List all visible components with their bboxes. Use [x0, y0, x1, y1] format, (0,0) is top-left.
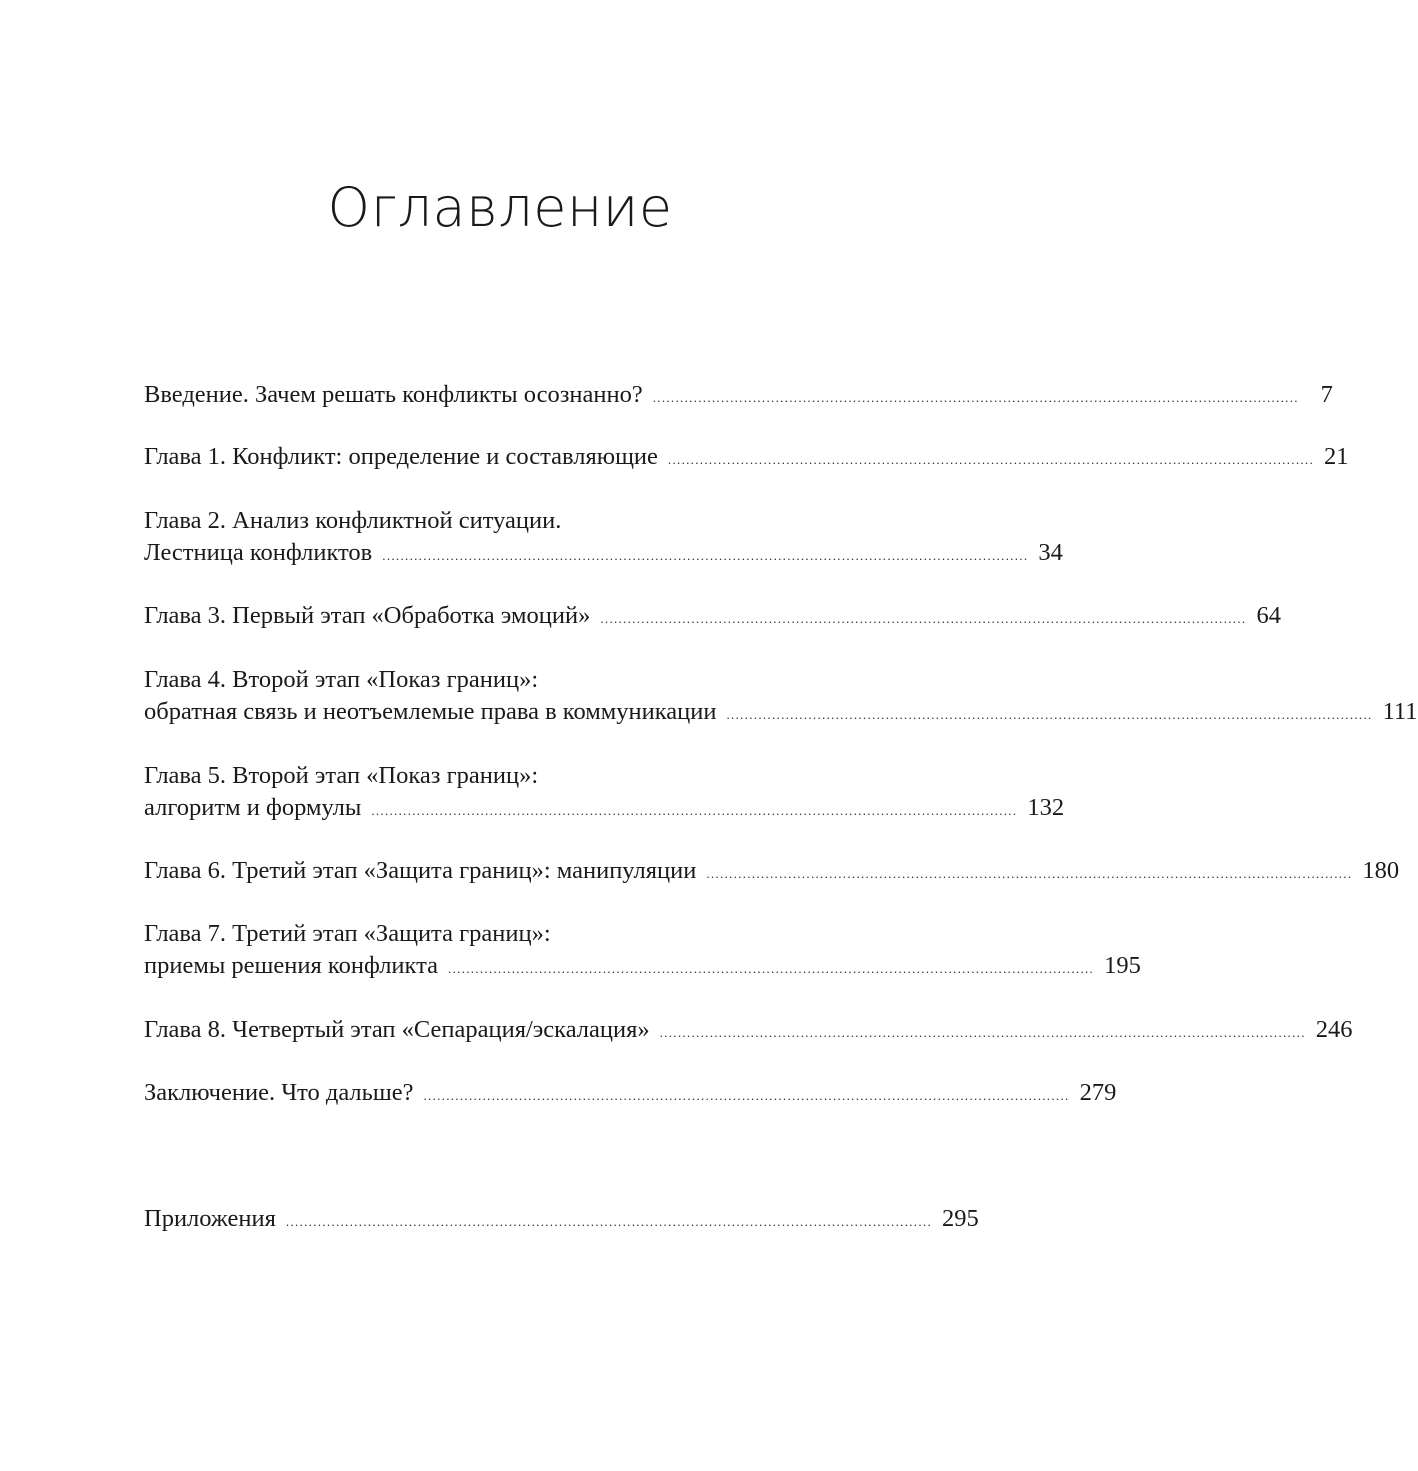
toc-entry-line [144, 696, 1418, 728]
toc-entry-line [144, 1203, 979, 1235]
toc-entry-title: Глава 6. Третий этап «Защита границ»: манипуляции [144, 857, 697, 884]
toc-entry-page: 195 [1104, 952, 1141, 979]
toc-entry-line [144, 1014, 1353, 1046]
toc-entry-line [144, 379, 1333, 411]
toc-entry-chapter-8[interactable] [144, 1014, 1353, 1046]
toc-entry-line [144, 537, 1063, 569]
toc-entry-title: Введение. Зачем решать конфликты осознанно? [144, 381, 643, 408]
toc-entry-title: Приложения [144, 1205, 276, 1232]
toc-entry-page: 34 [1038, 539, 1063, 566]
toc-entry-page: 21 [1324, 443, 1349, 470]
toc-entry-title: Глава 8. Четвертый этап «Сепарация/эскалация» [144, 1016, 650, 1043]
toc-entry-chapter-5[interactable] [144, 760, 1065, 824]
toc-entry-title: Заключение. Что дальше? [144, 1079, 414, 1106]
page-title: Оглавление [327, 176, 673, 239]
dot-leader: .............................................................................................................................................. [285, 1214, 933, 1229]
toc-entry-page: 132 [1027, 794, 1065, 821]
toc-entry-introduction[interactable] [144, 379, 1333, 411]
dot-leader: .............................................................................................................................................. [726, 707, 1373, 722]
toc-entry-title: Глава 7. Третий этап «Защита границ»: [144, 920, 551, 947]
toc-entry-line [144, 855, 1400, 887]
toc-entry-chapter-3[interactable] [144, 600, 1281, 632]
toc-entry-title-continued: приемы решения конфликта [144, 952, 438, 979]
toc-entry-line [144, 950, 1141, 982]
toc-entry-page: 111 [1382, 698, 1418, 725]
toc-entry-line [144, 760, 857, 792]
dot-leader: .............................................................................................................................................. [706, 866, 1353, 881]
toc-entry-line [144, 441, 1349, 473]
dot-leader: .............................................................................................................................................. [371, 803, 1018, 818]
toc-entry-title: Глава 2. Анализ конфликтной ситуации. [144, 507, 562, 534]
dot-leader: .............................................................................................................................................. [448, 961, 1095, 976]
toc-entry-chapter-2[interactable] [144, 505, 1063, 569]
toc-entry-line [144, 918, 857, 950]
dot-leader: .............................................................................................................................................. [659, 1025, 1306, 1040]
dot-leader: .............................................................................................................................................. [600, 611, 1247, 626]
toc-entry-line [144, 792, 1065, 824]
toc-entry-line [144, 600, 1281, 632]
toc-entry-line [144, 664, 857, 696]
toc-entry-page: 246 [1315, 1016, 1353, 1043]
toc-entry-title-continued: обратная связь и неотъемлемые права в коммуникации [144, 698, 717, 725]
toc-entry-chapter-7[interactable] [144, 918, 1141, 982]
toc-entry-page: 295 [942, 1205, 979, 1232]
toc-entry-title: Глава 3. Первый этап «Обработка эмоций» [144, 602, 591, 629]
toc-entry-title: Глава 5. Второй этап «Показ границ»: [144, 762, 539, 789]
toc-entry-line [144, 505, 857, 537]
dot-leader: .............................................................................................................................................. [652, 390, 1299, 405]
toc-entry-page: 279 [1079, 1079, 1117, 1106]
toc-entry-title: Глава 1. Конфликт: определение и составляющие [144, 443, 658, 470]
toc-entry-chapter-1[interactable] [144, 441, 1349, 473]
toc-entry-page: 64 [1256, 602, 1281, 629]
toc-entry-appendices[interactable] [144, 1203, 979, 1235]
dot-leader: .............................................................................................................................................. [667, 452, 1315, 467]
toc-entry-chapter-6[interactable] [144, 855, 1400, 887]
toc-entry-title-continued: Лестница конфликтов [144, 539, 373, 566]
toc-entry-page: 7 [1320, 381, 1333, 408]
toc-entry-title-continued: алгоритм и формулы [144, 794, 362, 821]
toc-entry-line [144, 1077, 1117, 1109]
toc-entry-chapter-4[interactable] [144, 664, 1418, 728]
toc-entry-title: Глава 4. Второй этап «Показ границ»: [144, 666, 539, 693]
toc-entry-conclusion[interactable] [144, 1077, 1117, 1109]
dot-leader: .............................................................................................................................................. [382, 548, 1029, 563]
toc-entry-page: 180 [1362, 857, 1400, 884]
dot-leader: .............................................................................................................................................. [423, 1088, 1070, 1103]
